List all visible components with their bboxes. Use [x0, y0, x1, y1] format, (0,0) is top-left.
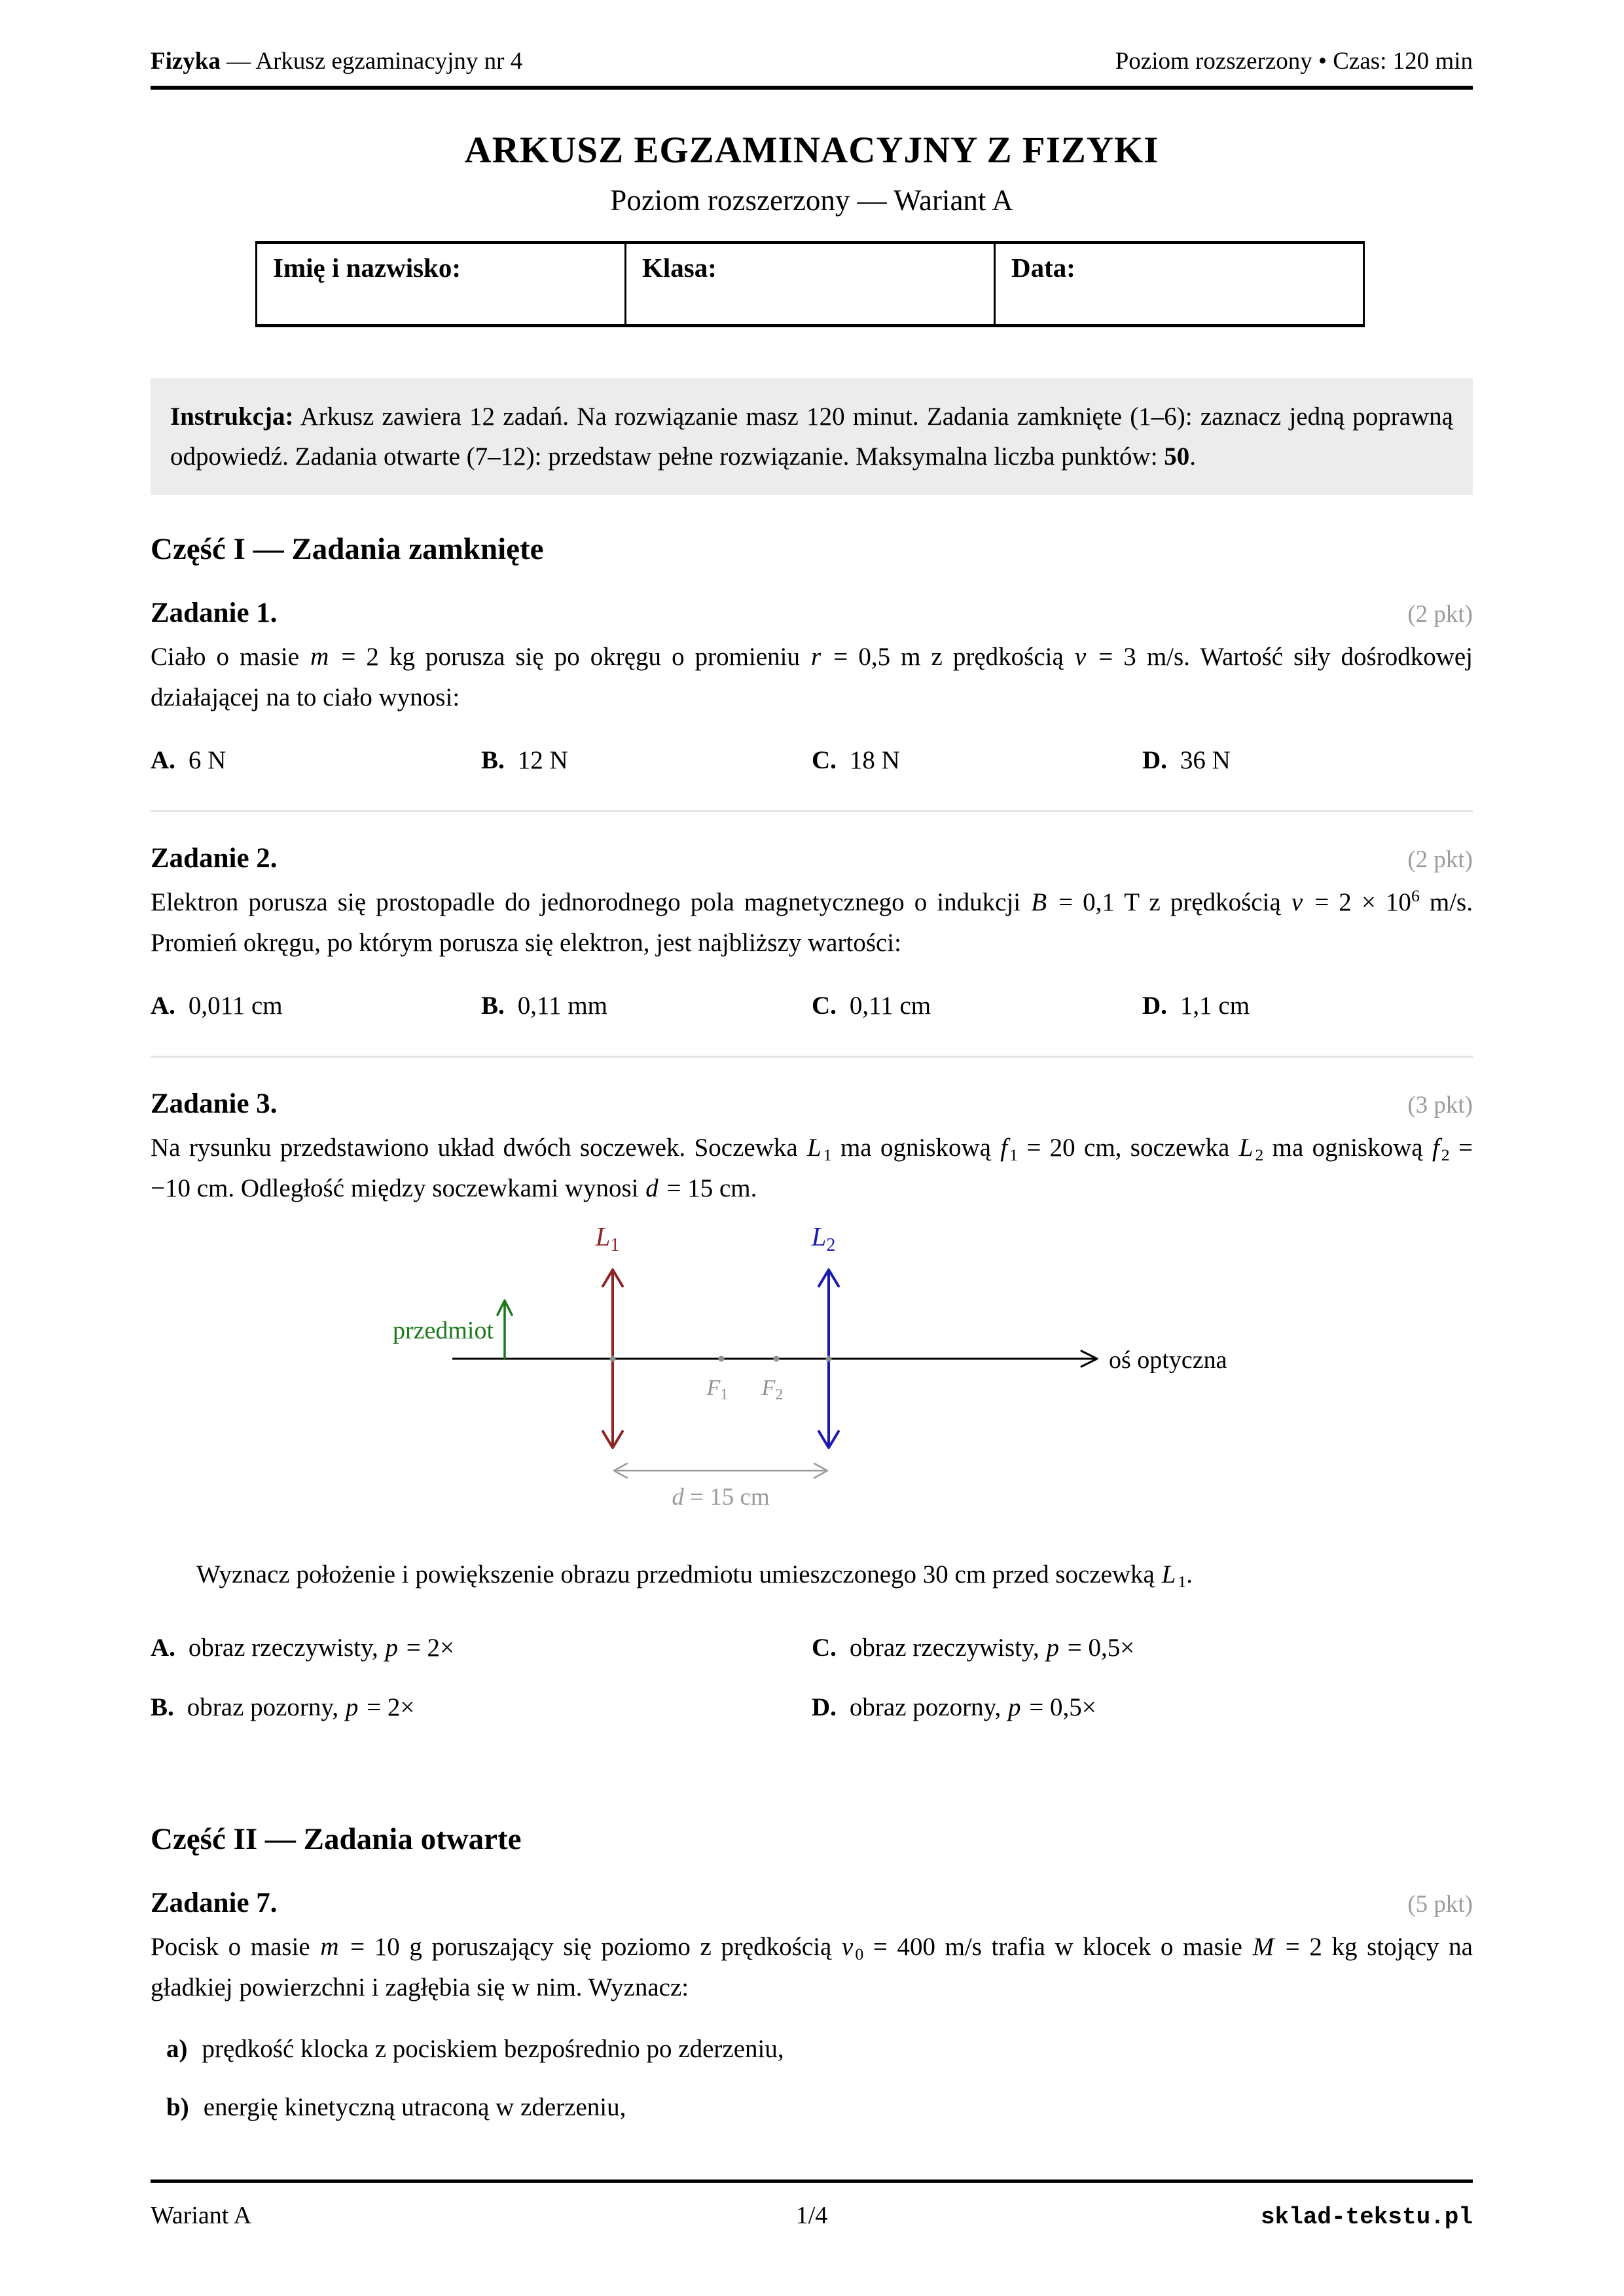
answer-option-b	[151, 1693, 812, 1722]
answer-option-c	[812, 1633, 1473, 1662]
subitem-text: prędkość klocka z pociskiem bezpośrednio po zderzeniu,	[202, 2035, 784, 2063]
task-2-title: Zadanie 2.	[151, 843, 278, 874]
lens-diagram	[151, 1218, 1473, 1526]
lens1-axis-dot	[610, 1356, 616, 1362]
answer-text: 12 N	[517, 746, 568, 774]
answer-letter: A.	[151, 992, 175, 1020]
instruction-box: Instrukcja: Arkusz zawiera 12 zadań. Na rozwiązanie masz 120 minut. Zadania zamknięte (1–6): zaznacz jedną poprawną odpowiedź. Zadania otwarte (7–12): przedstaw pełne rozwiązanie. Maksymalna liczba punktów: 50.	[151, 378, 1473, 495]
answer-option-c	[812, 745, 1142, 775]
task-3-head	[151, 1088, 1473, 1120]
answer-text: 0,11 mm	[517, 992, 607, 1020]
object-label: przedmiot	[392, 1317, 494, 1344]
task-1-title: Zadanie 1.	[151, 598, 278, 628]
task-3-title: Zadanie 3.	[151, 1088, 278, 1119]
answer-letter: B.	[151, 1693, 174, 1721]
date-field-label: Data:	[995, 243, 1364, 326]
task-divider	[151, 1056, 1473, 1058]
answer-option-b	[481, 991, 812, 1020]
answer-letter: B.	[481, 992, 505, 1020]
footer-page-number: 1/4	[795, 2202, 828, 2229]
task-1-points: (2 pkt)	[1407, 601, 1473, 628]
answer-letter: A.	[151, 746, 175, 774]
answer-text: 1,1 cm	[1180, 992, 1250, 1020]
task-2-head	[151, 842, 1473, 874]
optical-axis-label: oś optyczna	[1109, 1346, 1227, 1374]
answer-letter: C.	[812, 1634, 837, 1662]
focus-f1-label: $F_1$	[706, 1376, 729, 1403]
footer-variant: Wariant A	[151, 2202, 252, 2229]
task-2-points: (2 pkt)	[1407, 846, 1473, 873]
footer-site: sklad-tekstu.pl	[1260, 2204, 1473, 2231]
task-3-prompt: Wyznacz położenie i powiększenie obrazu przedmiotu umieszczonego 30 cm przed soczewką L $_1$.	[196, 1560, 1193, 1592]
header-course: Fizyka	[151, 48, 221, 75]
answer-letter: C.	[812, 746, 837, 774]
task-1	[151, 597, 1473, 775]
answer-letter: D.	[1142, 992, 1167, 1020]
answer-option-d	[812, 1693, 1473, 1722]
focus-f2-label: $F_2$	[761, 1376, 784, 1403]
answer-text: obraz pozorny, p = 2×	[187, 1693, 415, 1721]
answer-letter: B.	[481, 746, 505, 774]
lens2-axis-dot	[826, 1356, 832, 1362]
task-1-body: Ciało o masie m = 2 kg porusza się po okręgu o promieniu r = 0,5 m z prędkością v = 3 m/s. Wartość siły dośrodkowej działającej na to ciało wynosi:	[151, 643, 1473, 711]
answer-letter: D.	[1142, 746, 1167, 774]
header-left	[151, 47, 522, 75]
task-1-answers	[151, 745, 1473, 775]
focus-dot-f1	[719, 1356, 725, 1362]
student-info-table	[255, 241, 1365, 327]
answer-text: 18 N	[849, 746, 900, 774]
task-7-points: (5 pkt)	[1407, 1891, 1473, 1918]
task-divider	[151, 810, 1473, 812]
task-2	[151, 842, 1473, 1020]
answer-text: 0,11 cm	[849, 992, 931, 1020]
running-footer	[151, 2179, 1473, 2231]
answer-option-c	[812, 991, 1142, 1020]
answer-option-a	[151, 745, 481, 775]
distance-label: d = 15 cm	[672, 1484, 770, 1511]
subitem-label: a)	[166, 2035, 188, 2063]
task-3	[151, 1088, 1473, 1722]
header-sheet-name: — Arkusz egzaminacyjny nr 4	[220, 48, 523, 75]
task-7	[151, 1887, 1473, 2122]
answer-option-d	[1142, 991, 1473, 1020]
lens-diagram-figure	[151, 1218, 1473, 1532]
page-title: ARKUSZ EGZAMINACYJNY Z FIZYKI	[464, 130, 1159, 171]
answer-letter: C.	[812, 992, 837, 1020]
answer-text: 6 N	[188, 746, 226, 774]
page-subtitle: Poziom rozszerzony — Wariant A	[610, 184, 1013, 217]
answer-text: 36 N	[1180, 746, 1231, 774]
answer-letter: A.	[151, 1634, 175, 1662]
answer-option-b	[481, 745, 812, 775]
answer-letter: D.	[812, 1693, 837, 1721]
answer-option-a	[151, 991, 481, 1020]
answer-text: obraz rzeczywisty, p = 0,5×	[849, 1634, 1135, 1662]
task-3-answers	[151, 1633, 1473, 1722]
task-3-body: Na rysunku przedstawiono układ dwóch soczewek. Soczewka L $_1$ ma ogniskową f $_1$ = 20 cm, soczewka L $_2$ ma ogniskową f $_2$ = −10 cm. Odległość między soczewkami wynosi d = 15 cm.	[151, 1134, 1473, 1202]
task-7-body: Pocisk o masie m = 10 g poruszający się poziomo z prędkością v $_0$ = 400 m/s trafia w klocek o masie M = 2 kg stojący na gładkiej powierzchni i zagłębia się w nim. Wyznacz:	[151, 1933, 1473, 2001]
section-heading-part1: Część I — Zadania zamknięte	[151, 532, 544, 566]
subitem-text: energię kinetyczną utraconą w zderzeniu,	[203, 2093, 626, 2121]
task-2-answers	[151, 991, 1473, 1020]
class-field-label: Klasa:	[626, 243, 995, 326]
task-7-head	[151, 1887, 1473, 1919]
answer-text: obraz rzeczywisty, p = 2×	[188, 1634, 454, 1662]
task-3-points: (3 pkt)	[1407, 1092, 1473, 1119]
subitem-b	[166, 2092, 1473, 2122]
answer-text: 0,011 cm	[188, 992, 283, 1020]
subitem-label: b)	[166, 2093, 189, 2121]
lens2-label: L2	[811, 1221, 836, 1255]
task-7-subitems	[151, 2034, 1473, 2122]
header-right: Poziom rozszerzony • Czas: 120 min	[1115, 48, 1473, 75]
answer-option-a	[151, 1633, 812, 1662]
task-7-title: Zadanie 7.	[151, 1888, 278, 1918]
task-1-head	[151, 597, 1473, 629]
answer-option-d	[1142, 745, 1473, 775]
running-header	[151, 0, 1473, 90]
task-2-body: Elektron porusza się prostopadle do jednorodnego pola magnetycznego o indukcji B = 0,1 T z prędkością $v = 2 \times 10^6$ m/s. Promień okręgu, po którym porusza się elektron, jest najbliższy wartości:	[151, 886, 1473, 957]
name-field-label: Imię i nazwisko:	[257, 243, 626, 326]
focus-dot-f2	[774, 1356, 780, 1362]
subitem-a	[166, 2034, 1473, 2064]
answer-text: obraz pozorny, p = 0,5×	[849, 1693, 1096, 1721]
section-heading-part2: Część II — Zadania otwarte	[151, 1822, 522, 1856]
lens1-label: L1	[595, 1221, 620, 1255]
